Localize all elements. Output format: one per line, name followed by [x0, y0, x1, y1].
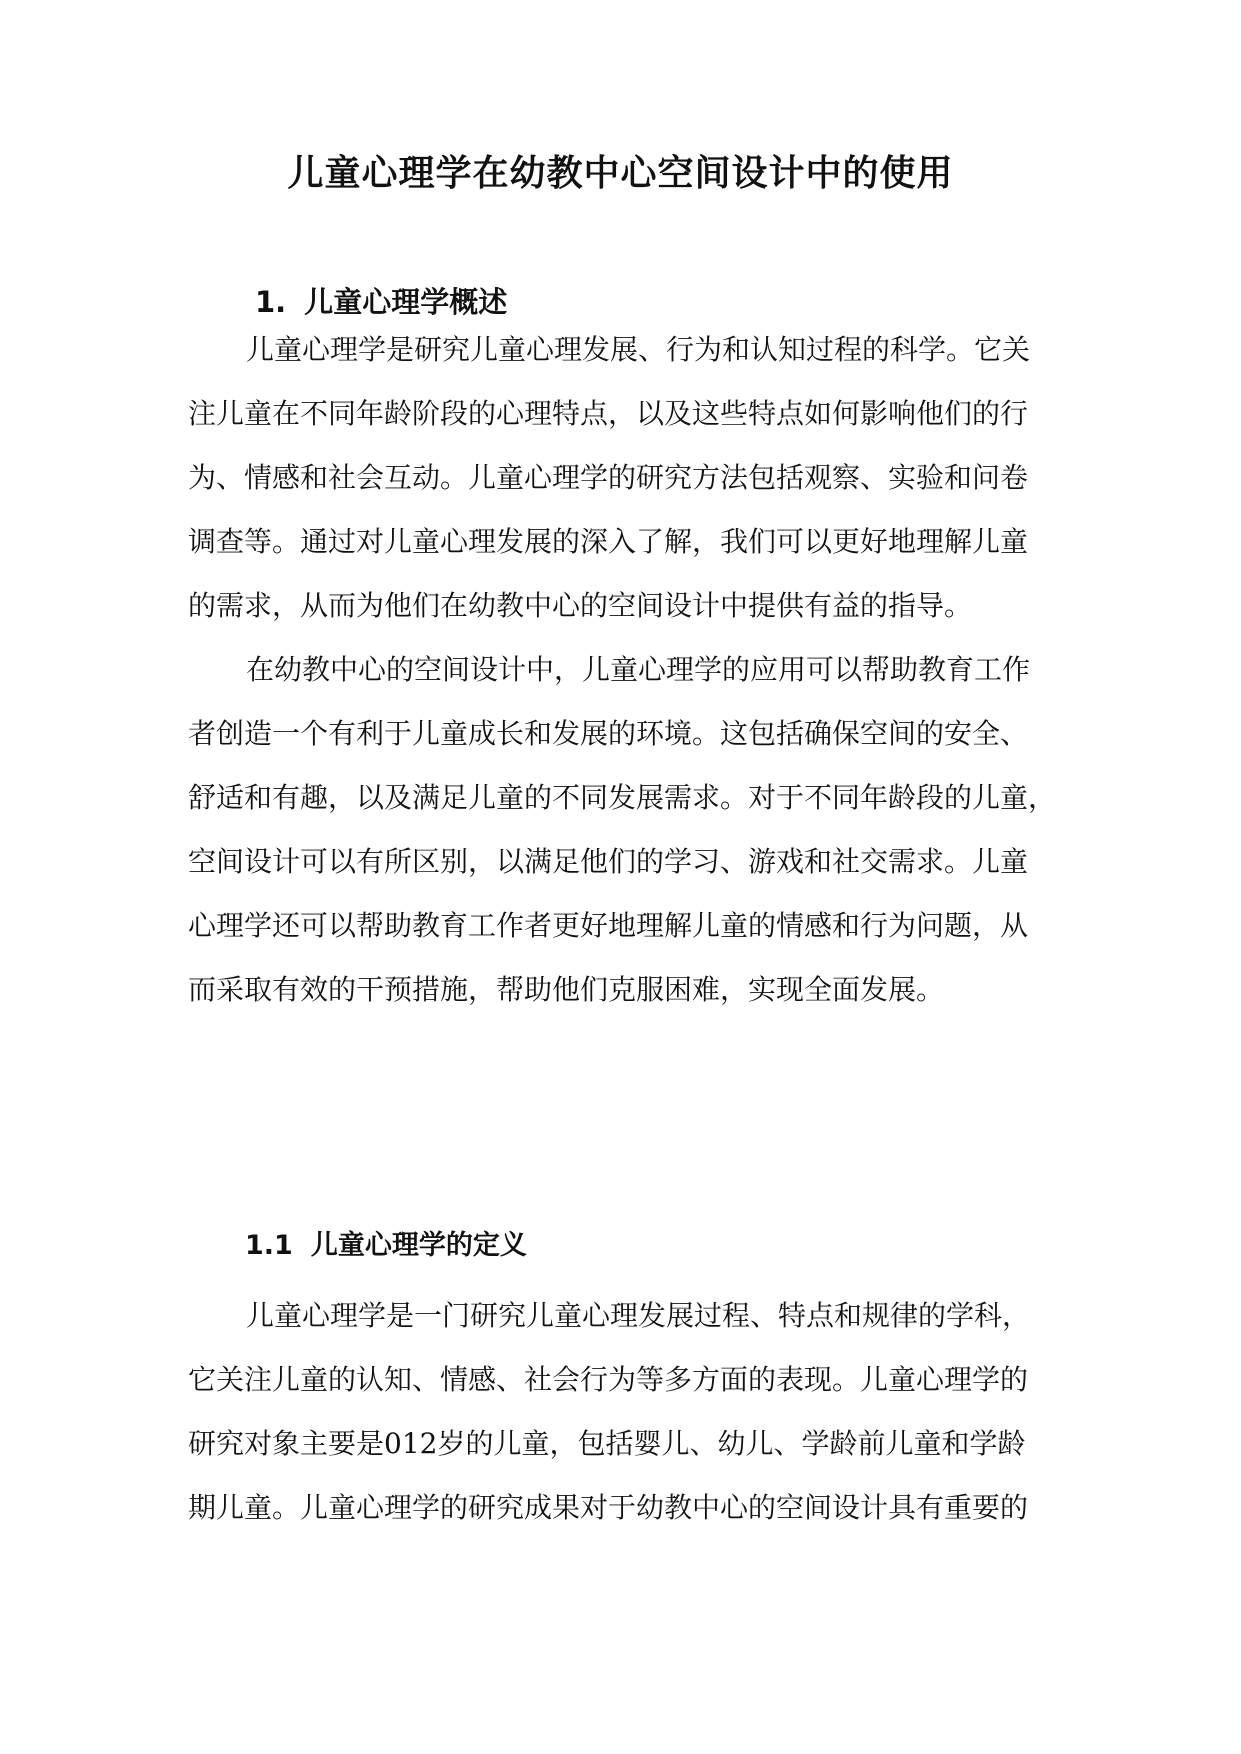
section-heading-text: 儿童心理学的定义 — [310, 1230, 527, 1261]
section-heading-1-1 — [245, 1226, 527, 1266]
paragraph-line: 心理学还可以帮助教育工作者更好地理解儿童的情感和行为问题，从 — [188, 909, 1029, 942]
paragraph-line: 调查等。通过对儿童心理发展的深入了解，我们可以更好地理解儿童 — [188, 525, 1029, 558]
paragraph-line: 舒适和有趣，以及满足儿童的不同发展需求。对于不同年龄段的儿童， — [188, 781, 1057, 814]
section-heading-text: 儿童心理学概述 — [304, 285, 508, 319]
paragraph-line: 而采取有效的干预措施，帮助他们克服困难，实现全面发展。 — [188, 973, 945, 1006]
section-heading-1 — [255, 282, 507, 322]
paragraph-line: 期儿童。儿童心理学的研究成果对于幼教中心的空间设计具有重要的 — [188, 1491, 1029, 1524]
paragraph-line: 为、情感和社会互动。儿童心理学的研究方法包括观察、实验和问卷 — [188, 461, 1029, 494]
paragraph-line: 的需求，从而为他们在幼教中心的空间设计中提供有益的指导。 — [188, 589, 973, 622]
paragraph-line: 在幼教中心的空间设计中，儿童心理学的应用可以帮助教育工作 — [246, 653, 1031, 686]
section-number: 1. — [255, 285, 287, 319]
paragraph-line: 者创造一个有利于儿童成长和发展的环境。这包括确保空间的安全、 — [188, 717, 1029, 750]
paragraph-line: 研究对象主要是012岁的儿童，包括婴儿、幼儿、学龄前儿童和学龄 — [188, 1427, 1026, 1460]
paragraph-line: 空间设计可以有所区别，以满足他们的学习、游戏和社交需求。儿童 — [188, 845, 1029, 878]
section-number: 1.1 — [245, 1230, 293, 1261]
document-title: 儿童心理学在幼教中心空间设计中的使用 — [287, 153, 954, 194]
paragraph-line: 儿童心理学是一门研究儿童心理发展过程、特点和规律的学科， — [246, 1299, 1031, 1332]
paragraph-line: 它关注儿童的认知、情感、社会行为等多方面的表现。儿童心理学的 — [188, 1363, 1029, 1396]
paragraph-line: 儿童心理学是研究儿童心理发展、行为和认知过程的科学。它关 — [246, 333, 1031, 366]
paragraph-line: 注儿童在不同年龄阶段的心理特点，以及这些特点如何影响他们的行 — [188, 397, 1029, 430]
